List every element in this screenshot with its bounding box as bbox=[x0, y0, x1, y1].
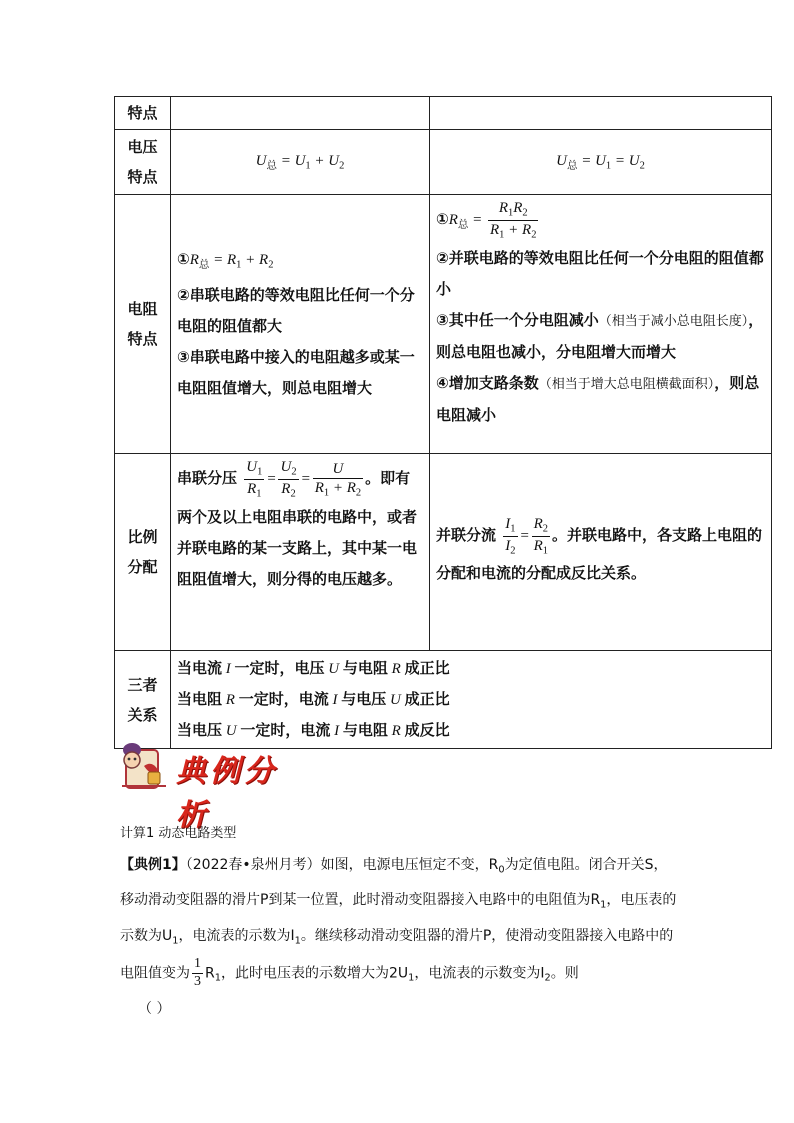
parallel-resistance-item2: ②并联电路的等效电阻比任何一个分电阻的阻值都小 bbox=[436, 248, 764, 298]
teacher-scroll-icon bbox=[118, 740, 172, 792]
example-label: 【典例1】 bbox=[120, 857, 186, 873]
comparison-table bbox=[114, 96, 772, 749]
parallel-resistance-item4: ④增加支路条数（相当于增大总电阻横截面积），则总电阻减小 bbox=[436, 373, 760, 424]
parallel-top-cell bbox=[430, 97, 772, 130]
parallel-resistance-item3: ③其中任一个分电阻减小（相当于减小总电阻长度），则总电阻也减小，分电阻增大而增大 bbox=[436, 310, 764, 361]
series-resistance-formula: $①R_总 = R_1 + R_2$ bbox=[177, 249, 274, 271]
series-resistance-item3: ③串联电路中接入的电阻越多或某一电阻阻值增大，则总电阻增大 bbox=[177, 348, 415, 398]
series-top-cell bbox=[171, 97, 430, 130]
parallel-ratio-cell: 并联分流 $\frac{I_1}{I_2}$ = $\frac{R_2}{R_1}$ 。并联电路中，各支路上电阻的分配和电流的分配成反比关系。 bbox=[430, 454, 772, 651]
row-label-resistance: 电阻 特点 bbox=[115, 195, 171, 454]
row-label-relation: 三者 关系 bbox=[115, 651, 171, 749]
series-ratio-cell: 串联分压 $\frac{U_1}{R_1}$ = $\frac{U_2}{R_2}$ = $\frac{U}{R_1 + R_2}$ 。即有两个及以上电阻串联的电路中，或者并联电路的某一支路上，其中某一电阻阻值增大，则分得的电压越多。 bbox=[171, 454, 430, 651]
relation-line-1: 当电流 I 一定时，电压 U 与电阻 R 成正比 bbox=[177, 659, 450, 677]
series-voltage-formula: $U_总 = U_1 + U_2$ bbox=[171, 130, 430, 195]
series-resistance-item2: ②串联电路的等效电阻比任何一个分电阻的阻值都大 bbox=[177, 286, 415, 336]
parallel-resistance-formula: $①R_总$ = $\frac{R_1R_2}{R_1 + R_2}$ bbox=[436, 200, 537, 241]
relation-line-3: 当电压 U 一定时，电流 I 与电阻 R 成反比 bbox=[177, 721, 450, 739]
row-label-ratio: 比例 分配 bbox=[115, 454, 171, 651]
example-source: （2022春•泉州月考） bbox=[185, 857, 321, 873]
parallel-resistance-cell bbox=[430, 195, 772, 454]
series-resistance-cell bbox=[171, 195, 430, 454]
section-subhead: 计算1 动态电路类型 bbox=[120, 826, 237, 841]
example-banner bbox=[118, 740, 298, 833]
example-paragraph: 【典例1】（2022春•泉州月考）如图，电源电压恒定不变，$R_0$为定值电阻。闭合开关S，移动滑动变阻器的滑片P到某一位置，此时滑动变阻器接入电路中的电阻值为$R_1$，电压表的示数为$U_1$，电流表的示数为$I_1$。继续移动滑动变阻器的滑片P，使滑动变阻器接入电路中的电阻值变为 $\frac{1}{3}$ $R_1$，此时电压表的示数增大为$2U_1$，电流表的示数变为$I_2$。则 （ ） bbox=[120, 850, 680, 1025]
row-label-top: 特点 bbox=[115, 97, 171, 130]
relation-line-2: 当电阻 R 一定时，电流 I 与电压 U 成正比 bbox=[177, 690, 450, 708]
banner-title: 典例分析 bbox=[176, 754, 278, 833]
answer-blank[interactable]: （ ） bbox=[138, 1000, 171, 1017]
parallel-voltage-formula: $U_总 = U_1 = U_2$ bbox=[430, 130, 772, 195]
row-label-voltage: 电压 特点 bbox=[115, 130, 171, 195]
relation-cell bbox=[171, 651, 772, 749]
